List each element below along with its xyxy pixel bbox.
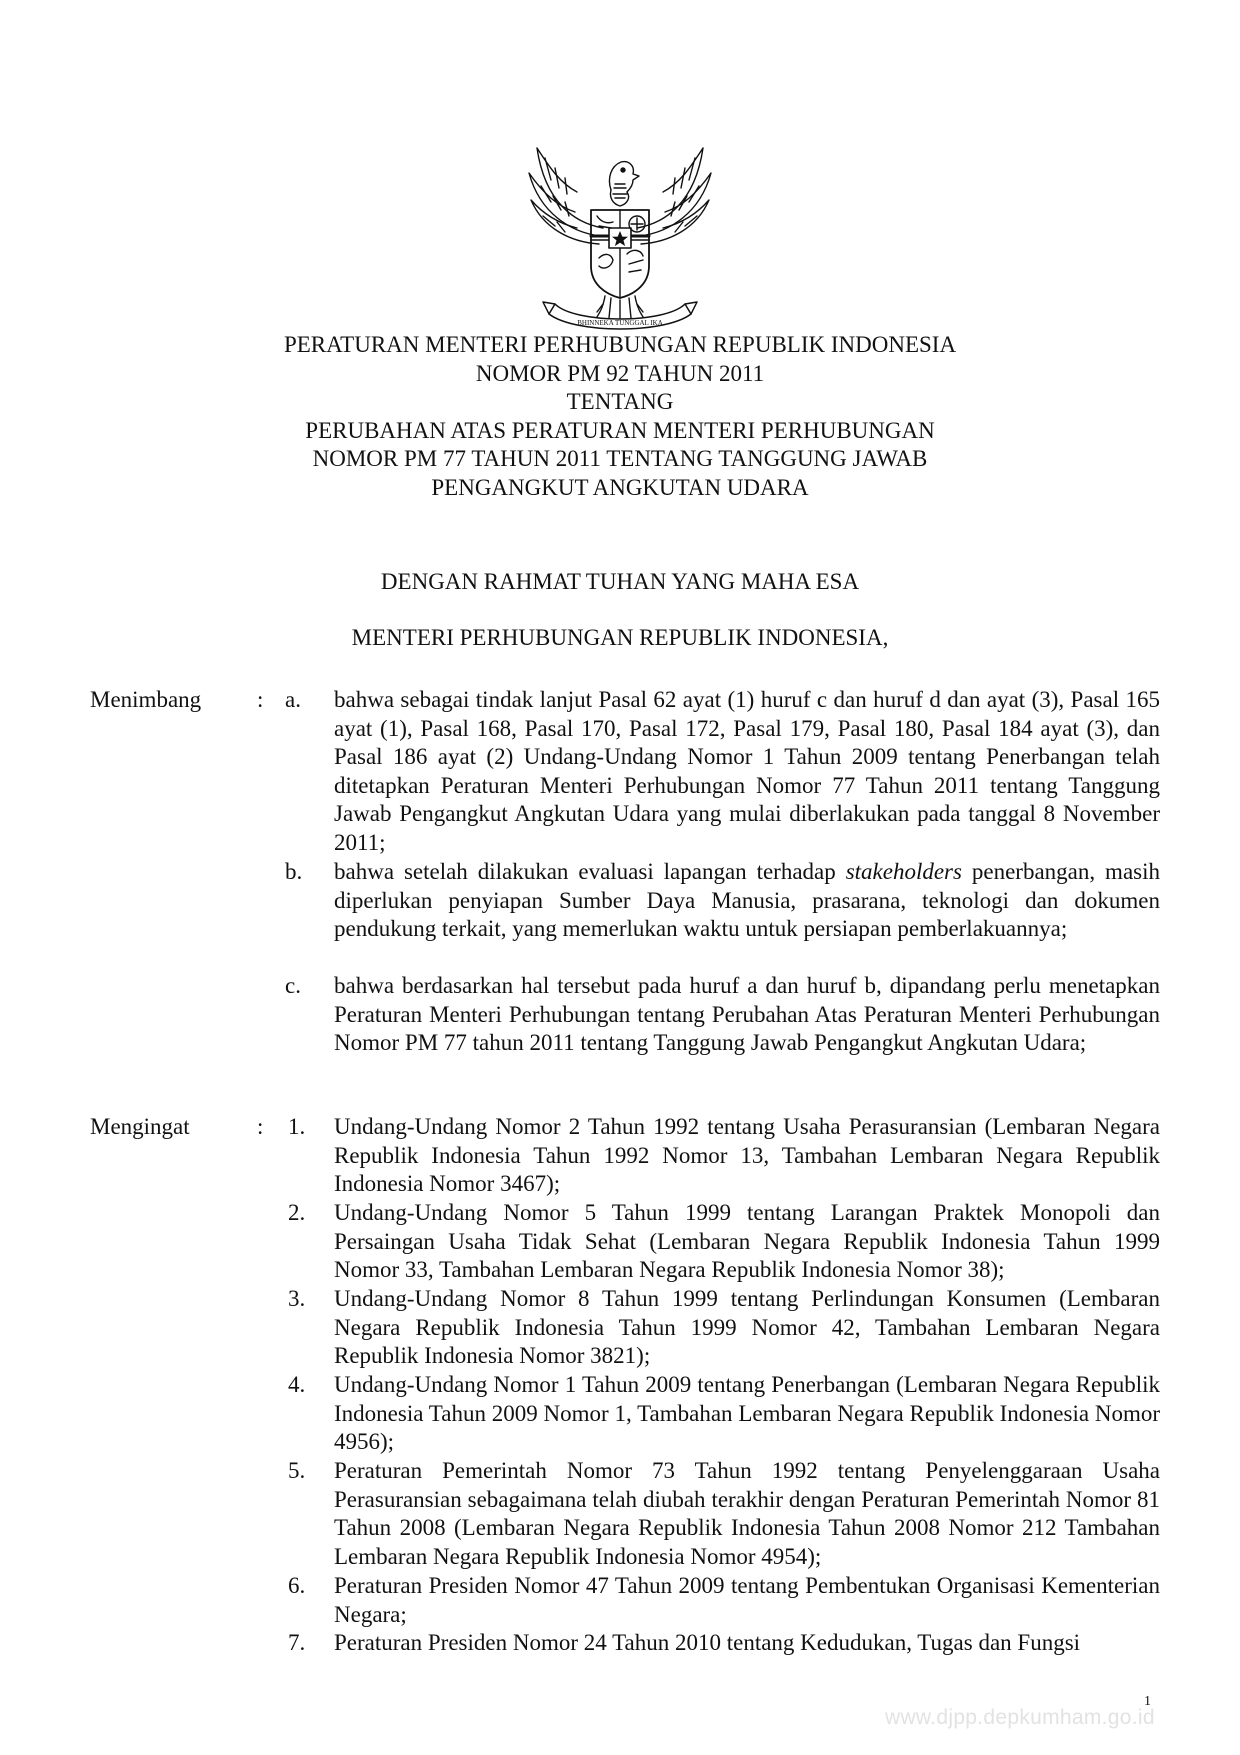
title-line: PERUBAHAN ATAS PERATURAN MENTERI PERHUBUNGAN [305, 417, 935, 443]
item-text: Undang-Undang Nomor 5 Tahun 1999 tentang Larangan Praktek Monopoli dan Persaingan Usaha Tidak Sehat (Lembaran Negara Republik Indonesia Tahun 1999 Nomor 33, Tambahan Lembaran Negara Republik Indonesia Nomor 38); [334, 1200, 1160, 1283]
watermark: www.djpp.depkumham.go.id [885, 1706, 1155, 1729]
item-marker: 2. [288, 1200, 306, 1225]
mengingat-colon: : [257, 1114, 264, 1139]
item-marker: 3. [288, 1286, 306, 1311]
item-text-italic: stakeholders [845, 859, 962, 884]
menimbang-colon: : [257, 687, 264, 712]
item-marker: 6. [288, 1573, 306, 1598]
minister-heading: MENTERI PERHUBUNGAN REPUBLIK INDONESIA, [351, 625, 889, 650]
item-text: bahwa sebagai tindak lanjut Pasal 62 ayat (1) huruf c dan huruf d dan ayat (3), Pasal 165 ayat (1), Pasal 168, Pasal 170, Pasal 172, Pasal 179, Pasal 180, Pasal 184 ayat (3), dan Pasal 186 ayat (2) Undang-Undang Nomor 1 Tahun 2009 tentang Penerbangan telah ditetapkan Peraturan Menteri Perhubungan Nomor 77 Tahun 2011 tentang Tanggung Jawab Pengangkut Angkutan Udara yang mulai diberlakukan pada tanggal 8 November 2011; [334, 687, 1160, 855]
page-number: 1 [1144, 1694, 1151, 1709]
item-text: Peraturan Pemerintah Nomor 73 Tahun 1992 tentang Penyelenggaraan Usaha Perasuransian sebagaimana telah diubah terakhir dengan Peraturan Pemerintah Nomor 81 Tahun 2008 (Lembaran Negara Republik Indonesia Tahun 2008 Nomor 212 Tambahan Lembaran Negara Republik Indonesia Nomor 4954); [334, 1458, 1160, 1569]
item-marker: 7. [288, 1630, 306, 1655]
garuda-pancasila-emblem-icon [515, 128, 725, 338]
item-marker: b. [285, 859, 303, 884]
emblem-motto: BHINNEKA TUNGGAL IKA [577, 319, 663, 327]
item-marker: a. [285, 687, 301, 712]
item-text-part: penerbangan, masih diperlukan penyiapan Sumber Daya Manusia, prasarana, teknologi dan dokumen pendukung terkait, yang memerlukan waktu untuk persiapan pemberlakuannya; [334, 859, 1160, 942]
title-line: PERATURAN MENTERI PERHUBUNGAN REPUBLIK INDONESIA [283, 332, 957, 357]
item-marker: 4. [288, 1372, 306, 1397]
item-text: Peraturan Presiden Nomor 24 Tahun 2010 tentang Kedudukan, Tugas dan Fungsi [334, 1630, 1081, 1655]
item-text: Undang-Undang Nomor 2 Tahun 1992 tentang Usaha Perasuransian (Lembaran Negara Republik Indonesia Tahun 1992 Nomor 13, Tambahan Lembaran Negara Republik Indonesia Nomor 3467); [334, 1114, 1160, 1197]
title-line: PENGANGKUT ANGKUTAN UDARA [431, 474, 809, 500]
item-text-part: bahwa setelah dilakukan evaluasi lapangan terhadap [334, 859, 846, 884]
invocation: DENGAN RAHMAT TUHAN YANG MAHA ESA [380, 569, 860, 594]
item-marker: c. [285, 973, 301, 998]
title-line: NOMOR PM 77 TAHUN 2011 TENTANG TANGGUNG JAWAB [312, 446, 928, 471]
menimbang-label: Menimbang [90, 687, 202, 712]
item-text [334, 858, 1160, 944]
title-line: NOMOR PM 92 TAHUN 2011 [475, 360, 765, 386]
mengingat-label: Mengingat [90, 1114, 190, 1139]
regulation-title [0, 331, 1240, 502]
item-text: Undang-Undang Nomor 1 Tahun 2009 tentang Penerbangan (Lembaran Negara Republik Indonesia Tahun 2009 Nomor 1, Tambahan Lembaran Negara Republik Indonesia Nomor 4956); [334, 1372, 1160, 1455]
item-text: Undang-Undang Nomor 8 Tahun 1999 tentang Perlindungan Konsumen (Lembaran Negara Republik Indonesia Tahun 1999 Nomor 42, Tambahan Lembaran Negara Republik Indonesia Nomor 3821); [334, 1286, 1160, 1369]
item-text: Peraturan Presiden Nomor 47 Tahun 2009 tentang Pembentukan Organisasi Kementerian Negara; [334, 1573, 1160, 1627]
title-line: TENTANG [566, 389, 674, 414]
item-marker: 1. [288, 1114, 306, 1139]
item-text: bahwa berdasarkan hal tersebut pada huruf a dan huruf b, dipandang perlu menetapkan Peraturan Menteri Perhubungan tentang Perubahan Atas Peraturan Menteri Perhubungan Nomor PM 77 tahun 2011 tentang Tanggung Jawab Pengangkut Angkutan Udara; [334, 973, 1160, 1056]
item-marker: 5. [288, 1458, 306, 1483]
